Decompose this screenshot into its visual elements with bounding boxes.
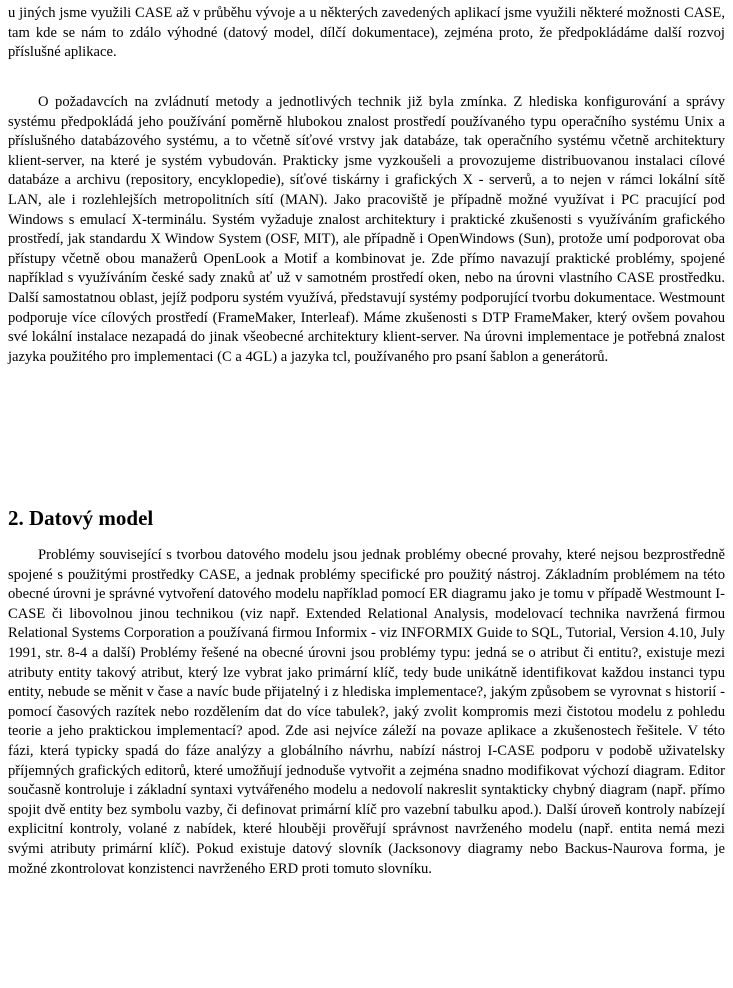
paragraph-intro: u jiných jsme využili CASE až v průběhu vývoje a u některých zavedených aplikací jsme využili některé možnosti CASE, tam kde se nám to zdálo výhodné (datový model, dílčí dokumentace), zejména proto, že předpokládáme další rozvoj příslušné aplikace. (8, 5, 725, 61)
section-heading: 2. Datový model (8, 506, 154, 530)
paragraph-requirements: O požadavcích na zvládnutí metody a jednotlivých technik již byla zmínka. Z hlediska konfigurování a správy systému předpokládá jeho používání poměrně hlubokou znalost prostředí používaného typu operačního systému Unix a příslušného databázového systému, a to včetně síťové vrstvy jak databáze, tak operačního systému včetně architektury klient-server, na které je systém vybudován. Prakticky jsme vyzkoušeli a provozujeme distribuovanou instalaci cílové databáze a archivu (repository, encyklopedie), síťové tiskárny i grafických X - serverů, a to nejen v rámci lokální sítě LAN, ale i rozlehlejších metropolitních sítí (MAN). Jako pracoviště je případně možné využívat i PC pracující pod Windows s emulací X-terminálu. Systém vyžaduje znalost architektury i praktické zkušenosti s využíváním grafického prostředí, jak standardu X Window System (OSF, MIT), ale případně i OpenWindows (Sun), protože umí podporovat oba přístupy včetně obou manažerů OpenLook a Motif a kombinovat je. Zde přímo navazují praktické problémy, spojené například s využíváním české sady znaků ať už v samotném prostředí oken, nebo na úrovni vlastního CASE prostředku. Další samostatnou oblast, jejíž podporu systém využívá, představují systémy podporující tvorbu dokumentace. Westmount podporuje více cílových prostředí (FrameMaker, Interleaf). Máme zkušenosti s DTP FrameMaker, který ovšem povahou své lokální instalace nezapadá do jinak všeobecné architektury klient-server. Na úrovni implementace je potřebná znalost jazyka použitého pro implementaci (C a 4GL) a jazyka tcl, používaného pro psaní šablon a generátorů. (8, 94, 725, 365)
paragraph-data-model: Problémy související s tvorbou datového modelu jsou jednak problémy obecné provahy, které nejsou bezprostředně spojené s použitými prostředky CASE, a jednak problémy specifické pro použitý nástroj. Základním problémem na této obecné úrovni je správné vytvoření datového modelu například pomocí ER diagramu jako je tomu v případě Westmount I-CASE či libovolnou jinou technikou (viz např. Extended Relational Analysis, modelovací technika navržená firmou Relational Systems Corporation a používaná firmou Informix - viz INFORMIX Guide to SQL, Tutorial, Version 4.10, July 1991, str. 8-4 a další) Problémy řešené na obecné úrovni jsou problémy typu: jedná se o atribut či entitu?, existuje mezi atributy entity takový atribut, který lze vybrat jako primární klíč, tedy bude unikátně identifikovat každou instanci typu entity, nebude se měnit v čase a navíc bude přijatelný i z hlediska implementace?, jakým způsobem se vyrovnat s historií - pomocí časových razítek nebo rozdělením dat do více tabulek?, jaký zvolit kompromis mezi čistotou modelu z pohledu teorie a jeho praktickou implementací? apod. Zde asi nejvíce záleží na povaze aplikace a zkušenostech řešitele. V této fázi, která typicky spadá do fáze analýzy a globálního návrhu, nabízí nástroj I-CASE podporu v podobě uživatelsky příjemných grafických editorů, které umožňují jednoduše vytvořit a zejména snadno modifikovat výchozí diagram. Editor současně kontroluje i základní syntaxi vytvářeného modelu a nedovolí nakreslit syntakticky chybný diagram (např. přímo spojit dvě entity bez symbolu vazby, či definovat primární klíč pro vazební tabulku apod.). Další úroveň kontroly nabízejí explicitní kontroly, volané z nabídek, které hlouběji prověřují správnost navrženého modelu (např. entita nemá mezi svými atributy primární klíč). Pokud existuje datový slovník (Jacksonovy diagramy nebo Backus-Naurova forma, je možné zkontrolovat konzistenci navrženého ERD proti tomuto slovníku. (8, 547, 725, 877)
